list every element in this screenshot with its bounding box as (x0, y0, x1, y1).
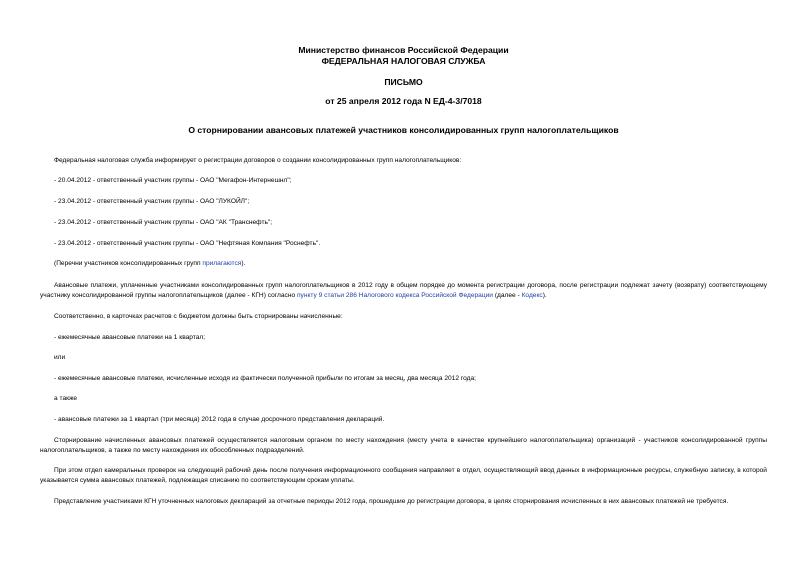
document-date-number: от 25 апреля 2012 года N ЕД-4-3/7018 (325, 96, 482, 106)
reversal-item-3: - авансовые платежи за 1 квартал (три месяца) 2012 года в случае досрочного представления деклараций. (54, 416, 385, 423)
ministry-name: Министерство финансов Российской Федерации (298, 45, 509, 55)
tax-code-link[interactable]: Кодекс (521, 291, 543, 299)
offset-paragraph-text: Авансовые платежи, уплаченные участниками консолидированных групп налогоплательщиков в 2012 году в общем порядке до момента регистрации договора, после регистрации подлежат зачету (возврату) соответствующему участнику консолидированной группы налогоплательщиков (далее - КГН) согласно (40, 282, 767, 299)
document-subject: О сторнировании авансовых платежей участников консолидированных групп налогоплательщиков (188, 125, 619, 135)
amended-declarations-paragraph: Представление участниками КГН уточненных налоговых деклараций за отчетные периоды 2012 года, прошедшие до регистрации договора, в целях сторнирования исчисленных в них авансовых платежей не требуется. (54, 498, 729, 505)
service-name: ФЕДЕРАЛЬНАЯ НАЛОГОВАЯ СЛУЖБА (321, 56, 486, 66)
document-type: ПИСЬМО (384, 77, 423, 87)
or-text: или (54, 354, 66, 361)
offset-paragraph-text-3: ). (542, 291, 547, 299)
attached-lists-link[interactable]: прилагаются (202, 260, 242, 267)
memo-paragraph: При этом отдел камеральных проверок на следующий рабочий день после получения информационного сообщения направляет в отдел, осуществляющий ввод данных в информационные ресурсы, служебную записку, в которой указывается сумма авансовых платежей, подлежащая списанию по соответствующим срокам уплаты. (40, 467, 767, 484)
also-text: а также (54, 395, 78, 402)
lists-note-prefix: (Перечни участников консолидированных групп (54, 260, 203, 267)
lists-note-suffix: ). (241, 260, 246, 267)
reversal-item-1: - ежемесячные авансовые платежи на 1 квартал; (54, 334, 206, 341)
reversal-item-2: - ежемесячные авансовые платежи, исчисленные исходя из фактически полученной прибыли по итогам за месяц, два месяца 2012 года; (54, 375, 476, 382)
group-item-3: - 23.04.2012 - ответственный участник группы - ОАО "АК "Транснефть"; (54, 219, 273, 226)
reversal-procedure-paragraph: Сторнирование начисленных авансовых платежей осуществляется налоговым органом по месту нахождения (месту учета в качестве крупнейшего налогоплательщика) организаций - участников консолидированной группы налогоплательщиков, а также по месту нахождения их обособленных подразделений. (40, 437, 767, 454)
intro-paragraph: Федеральная налоговая служба информирует о регистрации договоров о создании консолидированных групп налогоплательщиков: (54, 157, 462, 164)
tax-code-article-link[interactable]: пункту 9 статьи 286 Налогового кодекса Российской Федерации (296, 291, 493, 299)
group-item-2: - 23.04.2012 - ответственный участник группы - ОАО "ЛУКОЙЛ"; (54, 198, 250, 205)
lists-note (54, 259, 245, 269)
reversal-paragraph: Соответственно, в карточках расчетов с бюджетом должны быть сторнированы начисленные: (54, 313, 343, 320)
offset-paragraph (40, 281, 767, 300)
group-item-1: - 20.04.2012 - ответственный участник группы - ОАО "Мегафон-Интернешнл"; (54, 177, 292, 184)
group-item-4: - 23.04.2012 - ответственный участник группы - ОАО "Нефтяная Компания "Роснефть". (54, 240, 321, 247)
offset-paragraph-text-2: (далее - (492, 291, 522, 299)
